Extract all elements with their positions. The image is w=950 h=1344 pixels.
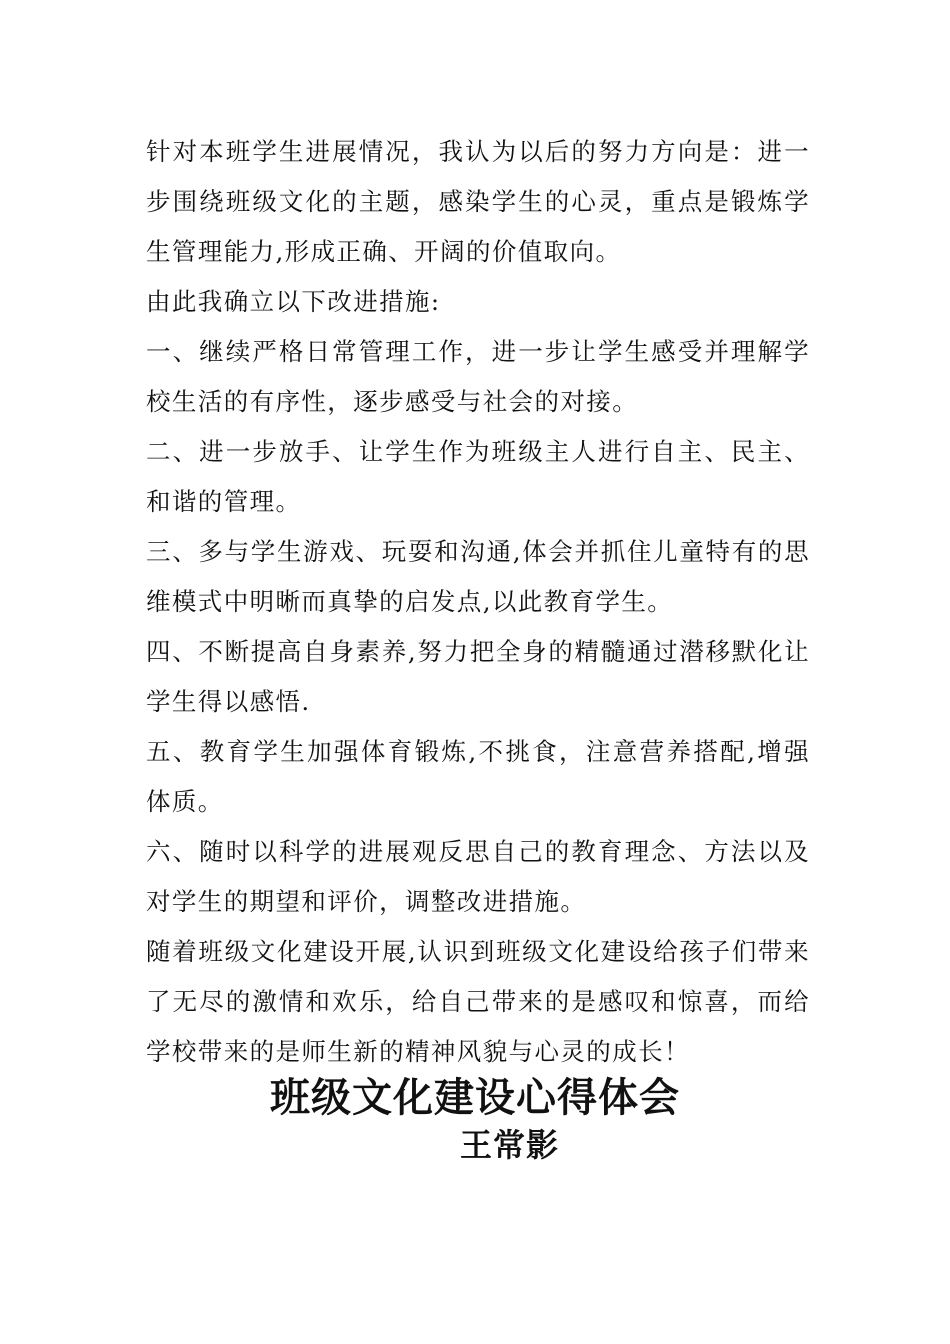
paragraph-measure-1: 一、继续严格日常管理工作，进一步让学生感受并理解学校生活的有序性，逐步感受与社会的对接。: [146, 337, 810, 416]
paragraph-measure-5: 五、教育学生加强体育锻炼,不挑食，注意营养搭配,增强体质。: [146, 737, 810, 816]
author-name: 王常影: [460, 1126, 560, 1164]
paragraph-direction: 针对本班学生进展情况，我认为以后的努力方向是：进一步围绕班级文化的主题，感染学生的心灵，重点是锻炼学生管理能力,形成正确、开阔的价值取向。: [146, 137, 810, 266]
paragraph-conclusion: 随着班级文化建设开展,认识到班级文化建设给孩子们带来了无尽的激情和欢乐，给自己带来的是感叹和惊喜，而给学校带来的是师生新的精神风貌与心灵的成长！: [146, 937, 810, 1066]
document-title: 班级文化建设心得体会: [270, 1075, 680, 1121]
paragraph-measure-4: 四、不断提高自身素养,努力把全身的精髓通过潜移默化让学生得以感悟.: [146, 637, 810, 716]
paragraph-measure-3: 三、多与学生游戏、玩耍和沟通,体会并抓住儿童特有的思维模式中明晰而真挚的启发点,以此教育学生。: [146, 537, 810, 616]
paragraph-measure-2: 二、进一步放手、让学生作为班级主人进行自主、民主、和谐的管理。: [146, 437, 810, 516]
paragraph-measures-intro: 由此我确立以下改进措施:: [146, 287, 441, 316]
paragraph-measure-6: 六、随时以科学的进展观反思自己的教育理念、方法以及对学生的期望和评价，调整改进措施。: [146, 837, 810, 916]
body-text: [146, 127, 810, 1077]
